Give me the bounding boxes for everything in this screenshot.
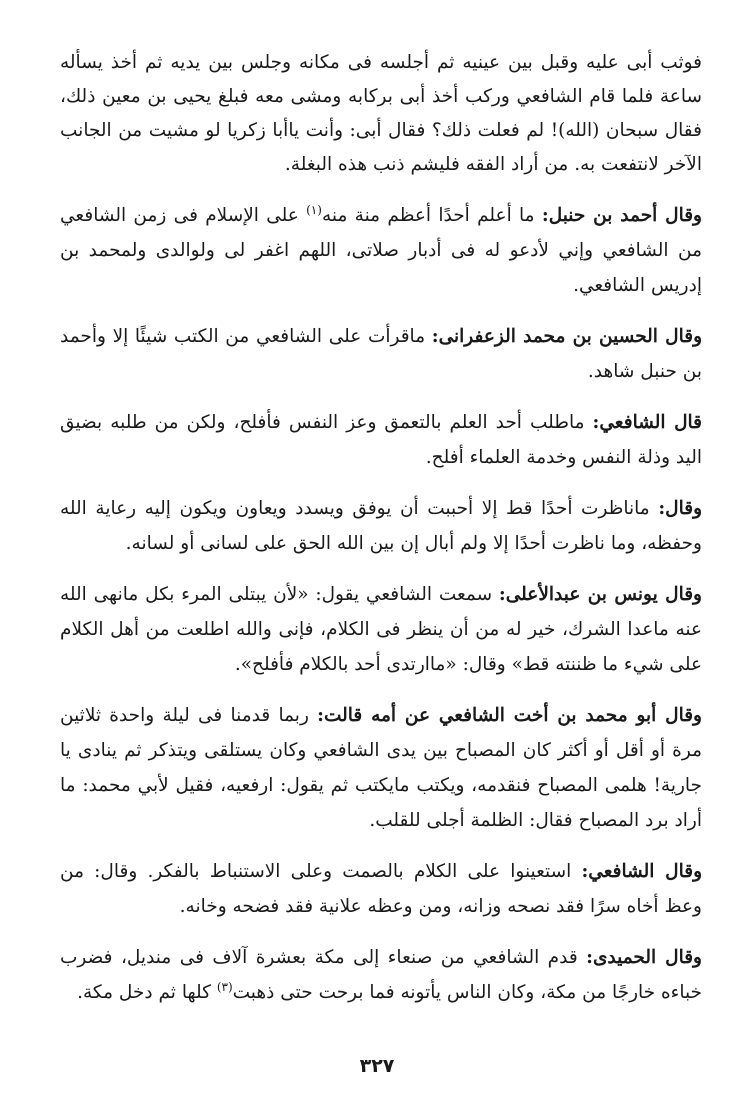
footnote-marker: (٣) bbox=[216, 979, 233, 994]
paragraph-lead: وقال أحمد بن حنبل: bbox=[541, 205, 702, 226]
footnote-marker: (١) bbox=[306, 202, 322, 217]
paragraph-text: ماناظرت أحدًا قط إلا أحببت أن يوفق ويسدد ويعاون ويكون إليه رعاية الله وحفظه، وما ناظرت أحدًا إلا ولم أبال إن بين الله الحق على لسانى أو لسانه. bbox=[60, 498, 702, 554]
paragraph-text: قدم الشافعي من صنعاء إلى مكة بعشرة آلاف فى منديل، فضرب خباءه خارجًا من مكة، وكان الناس يأتونه فما برحت حتى ذهبت bbox=[60, 947, 702, 1003]
paragraph-6 bbox=[60, 577, 702, 682]
paragraph-4 bbox=[60, 405, 702, 475]
paragraph-5 bbox=[60, 491, 702, 561]
paragraph-2 bbox=[60, 198, 702, 303]
paragraph-text: استعينوا على الكلام بالصمت وعلى الاستنباط بالفكر. وقال: من وعظ أخاه سرًا فقد نصحه وزانه، ومن وعظه علانية فقد فضحه وخانه. bbox=[60, 861, 702, 917]
paragraph-3 bbox=[60, 319, 702, 389]
paragraph-lead: وقال أبو محمد بن أخت الشافعي عن أمه قالت: bbox=[317, 705, 702, 726]
paragraph-lead: وقال الحميدى: bbox=[586, 947, 702, 968]
paragraph-text: ربما قدمنا فى ليلة واحدة ثلاثين مرة أو أقل أو أكثر كان المصباح بين يدى الشافعي وكان يستلقى ويتذكر ثم ينادى يا جارية! هلمى المصباح فنقدمه، ويكتب مايكتب ثم يقول: ارفعيه، فقيل لأبي محمد: ما أراد برد المصباح فقال: الظلمة أجلى للقلب. bbox=[60, 705, 702, 831]
paragraph-9 bbox=[60, 940, 702, 1010]
paragraph-1 bbox=[60, 46, 702, 182]
page-number: ٣٢٧ bbox=[359, 1055, 395, 1077]
paragraph-text-continued: على الإسلام فى زمن الشافعي من الشافعي وإني لأدعو له فى أدبار صلاتى، اللهم اغفر لى ولوالدى ولمحمد بن إدريس الشافعي. bbox=[60, 205, 702, 296]
page-body bbox=[60, 46, 702, 1026]
paragraph-lead: قال الشافعي: bbox=[592, 412, 702, 433]
paragraph-text: فوثب أبى عليه وقبل بين عينيه ثم أجلسه فى مكانه وجلس بين يديه ثم أخذ يسأله ساعة فلما قام الشافعي وركب أخذ أبى بركابه ومشى معه فبلغ يحيى بن معين ذلك، فقال سبحان (الله)! لم فعلت ذلك؟ فقال أبى: وأنت ياأبا زكريا لو مشيت من الجانب الآخر لانتفعت به. من أراد الفقه فليشم ذنب هذه البغلة. bbox=[60, 52, 702, 175]
paragraph-text: سمعت الشافعي يقول: «لأن يبتلى المرء بكل مانهى الله عنه ماعدا الشرك، خير له من أن ينظر فى الكلام، فإنى والله اطلعت من أهل الكلام على شيء ما ظننته قط» وقال: «ماارتدى أحد بالكلام فأفلح». bbox=[60, 584, 702, 675]
paragraph-7 bbox=[60, 698, 702, 838]
paragraph-text: ماقرأت على الشافعي من الكتب شيئًا إلا وأحمد بن حنبل شاهد. bbox=[60, 326, 702, 382]
paragraph-lead: وقال الشافعي: bbox=[581, 861, 703, 882]
paragraph-lead: وقال: bbox=[658, 498, 702, 519]
paragraph-lead: وقال يونس بن عبدالأعلى: bbox=[498, 584, 702, 605]
paragraph-8 bbox=[60, 854, 702, 924]
paragraph-text: ماطلب أحد العلم بالتعمق وعز النفس فأفلح، ولكن من طلبه بضيق اليد وذلة النفس وخدمة العلماء أفلح. bbox=[60, 412, 702, 468]
paragraph-text-continued: كلها ثم دخل مكة. bbox=[77, 982, 217, 1003]
paragraph-text: ما أعلم أحدًا أعظم منة منه bbox=[321, 205, 542, 226]
paragraph-lead: وقال الحسين بن محمد الزعفرانى: bbox=[431, 326, 703, 347]
